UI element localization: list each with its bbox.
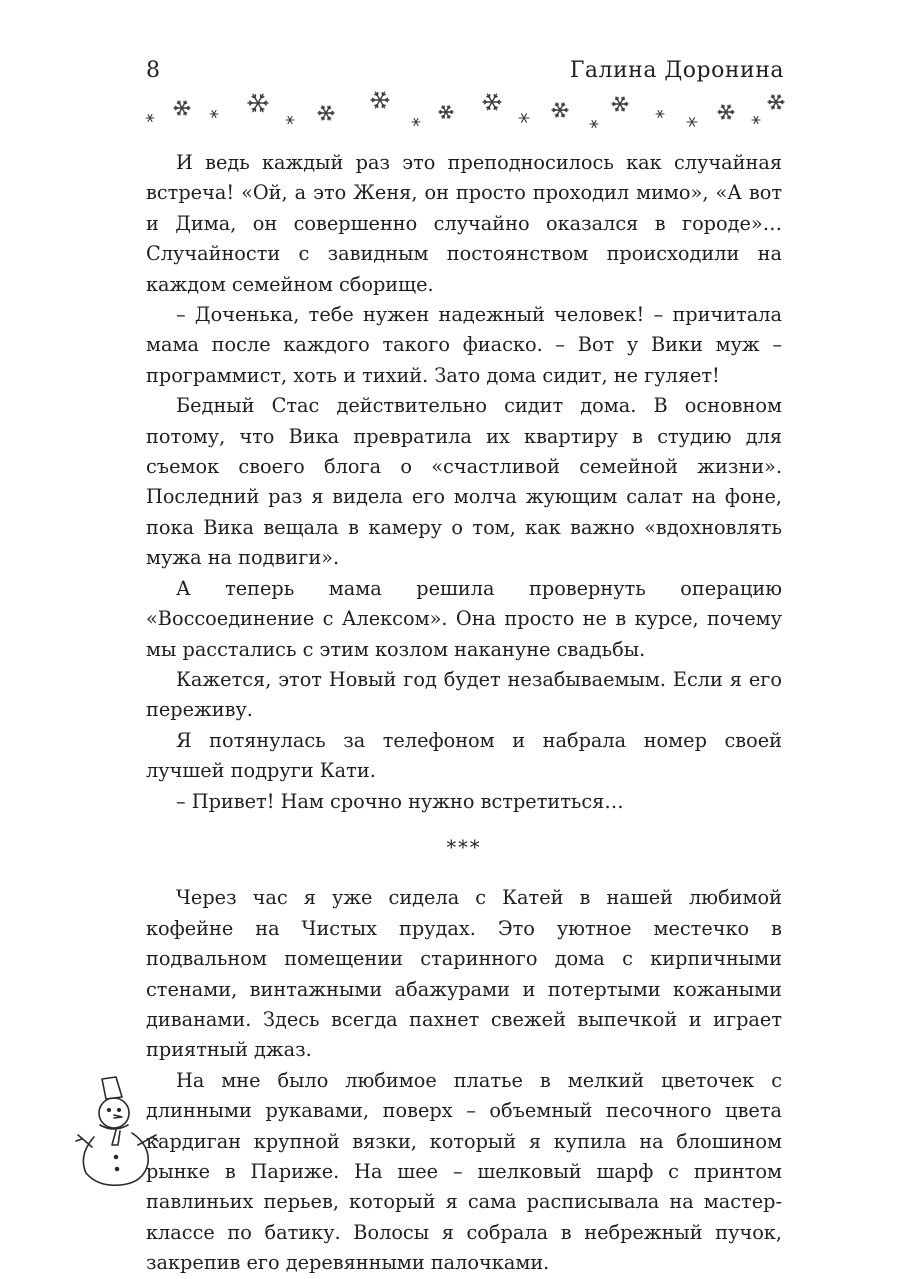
snowflake-icon xyxy=(552,103,568,117)
scene-break: *** xyxy=(146,833,782,863)
paragraph: Через час я уже сидела с Катей в нашей любимой кофейне на Чистых прудах. Это уютное местечко в подвальном помещении старинного дома с кирпичными стенами, винтажными абажурами и потертыми кожаными диванами. Здесь всегда пахнет свежей выпечкой и играет приятный джаз. xyxy=(146,883,782,1065)
paragraph: А теперь мама решила провернуть операцию «Воссоединение с Алексом». Она просто не в курсе, почему мы расстались с этим козлом накануне свадьбы. xyxy=(146,574,782,665)
paragraph: И ведь каждый раз это преподносилось как случайная встреча! «Ой, а это Женя, он просто проходил мимо», «А вот и Дима, он совершенно случайно оказался в городе»… Случайности с завидным постоянством происходили на каждом семейном сборище. xyxy=(146,148,782,300)
snowflake-icon xyxy=(174,101,190,115)
snowflake-icon xyxy=(612,97,628,111)
snowflake-icon xyxy=(656,111,664,118)
author-name: Галина Доронина xyxy=(570,58,784,83)
snowflake-icon xyxy=(687,118,697,127)
snowflake-icon xyxy=(318,106,334,120)
paragraph: – Доченька, тебе нужен надежный человек! – причитала мама после каждого такого фиаско. – Вот у Вики муж – программист, хоть и тихий. Зато дома сидит, не гуляет! xyxy=(146,300,782,391)
page-number: 8 xyxy=(146,58,161,83)
paragraph: Кажется, этот Новый год будет незабываемым. Если я его переживу. xyxy=(146,665,782,726)
paragraph: – Привет! Нам срочно нужно встретиться… xyxy=(146,787,782,817)
snowflake-border xyxy=(140,88,790,138)
running-header xyxy=(146,58,784,83)
snowflake-icon xyxy=(248,94,268,111)
paragraph: Бедный Стас действительно сидит дома. В основном потому, что Вика превратила их квартиру в студию для съемок своего блога о «счастливой семейной жизни». Последний раз я видела его молча жующим салат на фоне, пока Вика вещала в камеру о том, как важно «вдохновлять мужа на подвиги». xyxy=(146,391,782,573)
snowflake-icon xyxy=(210,111,218,118)
main-text xyxy=(146,148,782,1279)
snowflake-icon xyxy=(439,106,453,118)
snowflake-icon xyxy=(752,117,760,124)
snowflake-icon xyxy=(768,95,784,109)
paragraph: На мне было любимое платье в мелкий цветочек с длинными рукавами, поверх – объемный песочного цвета кардиган крупной вязки, который я купила на блошином рынке в Париже. На шее – шелковый шарф с принтом павлиньих перьев, который я сама расписывала на мастер-классе по батику. Волосы я собрала в небрежный пучок, закрепив его деревянными палочками. xyxy=(146,1066,782,1279)
snowflake-icon xyxy=(718,105,734,119)
snowflake-icon xyxy=(371,92,389,108)
snowflake-icon xyxy=(483,94,501,110)
snowflake-icon xyxy=(590,121,598,128)
paragraph: Я потянулась за телефоном и набрала номер своей лучшей подруги Кати. xyxy=(146,726,782,787)
snowflake-icon xyxy=(286,117,294,124)
snowflake-icon xyxy=(519,114,529,123)
snowflake-icons xyxy=(140,88,790,138)
snowman-icon xyxy=(72,1075,172,1187)
snowflake-icon xyxy=(146,115,154,122)
snowflake-icon xyxy=(412,119,420,126)
